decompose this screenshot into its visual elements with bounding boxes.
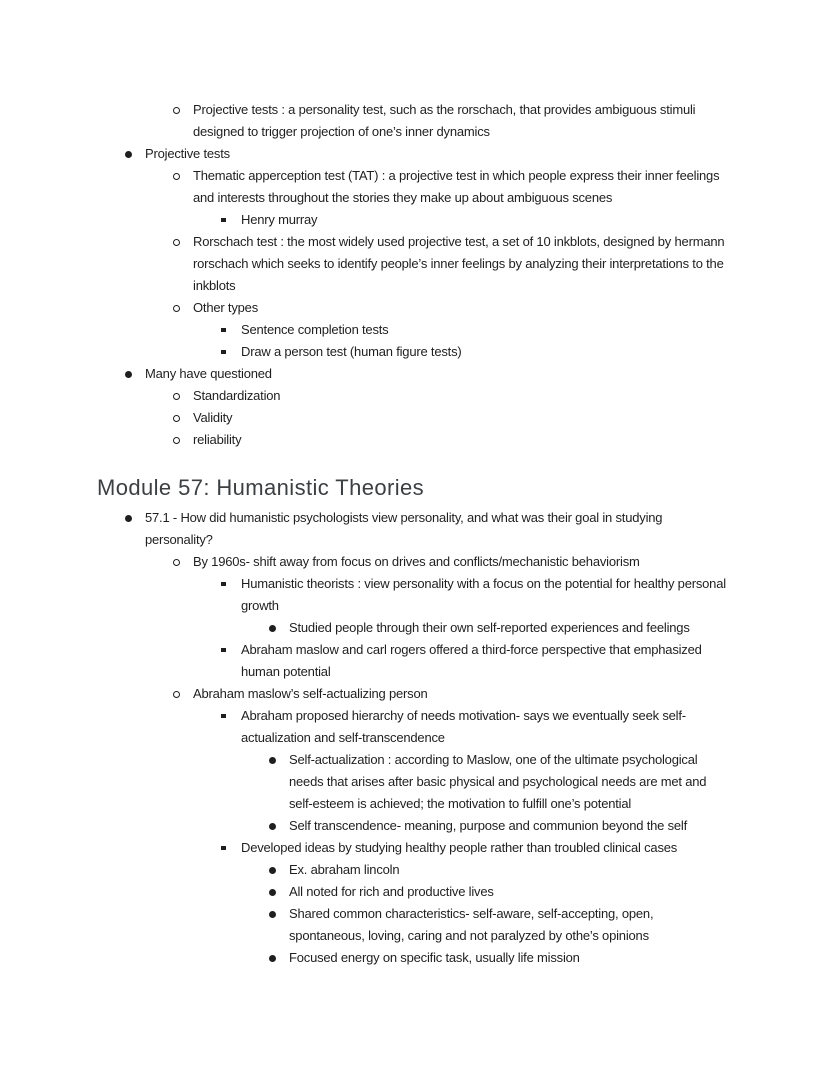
- disc-bullet-icon: [269, 823, 276, 830]
- list-item-text: Draw a person test (human figure tests): [241, 344, 462, 359]
- list-item: [96, 429, 731, 451]
- list-item: [96, 297, 731, 319]
- square-bullet-icon: [221, 328, 226, 333]
- list-item: [96, 407, 731, 429]
- disc-bullet-icon: [125, 515, 132, 522]
- list-item-text: All noted for rich and productive lives: [289, 884, 494, 899]
- list-item-text: Self transcendence- meaning, purpose and communion beyond the self: [289, 818, 688, 833]
- list-item: [96, 385, 731, 407]
- list-item-text: Rorschach test : the most widely used projective test, a set of 10 inkblots, designed by hermann rorschach which seeks to identify people’s inner feelings by analyzing their interpretations to the inkblots: [193, 234, 725, 293]
- circle-bullet-icon: [173, 415, 180, 422]
- section-heading: Module 57: Humanistic Theories: [97, 475, 425, 500]
- list-item: [96, 815, 731, 837]
- circle-bullet-icon: [173, 393, 180, 400]
- list-item: [96, 617, 731, 639]
- list-item-text: Abraham maslow and carl rogers offered a third-force perspective that emphasized human potential: [241, 642, 702, 679]
- circle-bullet-icon: [173, 691, 180, 698]
- list-item: [96, 143, 731, 165]
- list-item: [96, 903, 731, 947]
- list-item-text: Many have questioned: [145, 366, 272, 381]
- list-item: [96, 99, 731, 143]
- list-item-text: Standardization: [193, 388, 281, 403]
- list-item: [96, 947, 731, 969]
- list-item: [96, 319, 731, 341]
- list-item: [96, 573, 731, 617]
- bullet-list: [96, 99, 731, 451]
- list-item-text: Other types: [193, 300, 258, 315]
- circle-bullet-icon: [173, 173, 180, 180]
- list-item: [96, 705, 731, 749]
- list-item-text: Humanistic theorists : view personality with a focus on the potential for healthy personal growth: [241, 576, 726, 613]
- disc-bullet-icon: [269, 867, 276, 874]
- circle-bullet-icon: [173, 107, 180, 114]
- list-item-text: 57.1 - How did humanistic psychologists view personality, and what was their goal in studying personality?: [145, 510, 663, 547]
- disc-bullet-icon: [269, 955, 276, 962]
- square-bullet-icon: [221, 350, 226, 355]
- list-item: [96, 363, 731, 385]
- circle-bullet-icon: [173, 437, 180, 444]
- list-item-text: Thematic apperception test (TAT) : a projective test in which people express their inner feelings and interests throughout the stories they make up about ambiguous scenes: [193, 168, 720, 205]
- list-item-text: Studied people through their own self-reported experiences and feelings: [289, 620, 690, 635]
- list-item-text: Focused energy on specific task, usually life mission: [289, 950, 580, 965]
- disc-bullet-icon: [269, 625, 276, 632]
- circle-bullet-icon: [173, 239, 180, 246]
- list-item-text: Projective tests : a personality test, such as the rorschach, that provides ambiguous stimuli designed to trigger projection of one’s inner dynamics: [193, 102, 696, 139]
- disc-bullet-icon: [269, 889, 276, 896]
- square-bullet-icon: [221, 218, 226, 223]
- list-item-text: Sentence completion tests: [241, 322, 389, 337]
- disc-bullet-icon: [269, 757, 276, 764]
- square-bullet-icon: [221, 714, 226, 719]
- list-item-text: Projective tests: [145, 146, 230, 161]
- circle-bullet-icon: [173, 559, 180, 566]
- list-item-text: Developed ideas by studying healthy people rather than troubled clinical cases: [241, 840, 678, 855]
- list-item-text: Self-actualization : according to Maslow, one of the ultimate psychological needs that arises after basic physical and psychological needs are met and self-esteem is achieved; the motivation to fulfill one’s potential: [289, 752, 707, 811]
- list-item: [96, 639, 731, 683]
- list-item: [96, 209, 731, 231]
- list-item: [96, 231, 731, 297]
- circle-bullet-icon: [173, 305, 180, 312]
- list-item: [96, 837, 731, 859]
- document-content: [96, 99, 731, 969]
- list-item-text: Ex. abraham lincoln: [289, 862, 400, 877]
- list-item-text: By 1960s- shift away from focus on drives and conflicts/mechanistic behaviorism: [193, 554, 640, 569]
- list-item-text: Shared common characteristics- self-aware, self-accepting, open, spontaneous, loving, caring and not paralyzed by othe’s opinions: [289, 906, 654, 943]
- list-item: [96, 881, 731, 903]
- square-bullet-icon: [221, 582, 226, 587]
- square-bullet-icon: [221, 846, 226, 851]
- list-item: [96, 507, 731, 551]
- list-item-text: reliability: [193, 432, 242, 447]
- list-item-text: Abraham maslow’s self-actualizing person: [193, 686, 428, 701]
- list-item-text: Validity: [193, 410, 233, 425]
- list-item: [96, 683, 731, 705]
- list-item: [96, 341, 731, 363]
- list-item: [96, 749, 731, 815]
- list-item: [96, 551, 731, 573]
- disc-bullet-icon: [125, 371, 132, 378]
- bullet-list: [96, 507, 731, 969]
- list-item-text: Henry murray: [241, 212, 318, 227]
- list-item-text: Abraham proposed hierarchy of needs motivation- says we eventually seek self-actualization and self-transcendence: [241, 708, 686, 745]
- disc-bullet-icon: [125, 151, 132, 158]
- disc-bullet-icon: [269, 911, 276, 918]
- list-item: [96, 859, 731, 881]
- list-item: [96, 165, 731, 209]
- square-bullet-icon: [221, 648, 226, 653]
